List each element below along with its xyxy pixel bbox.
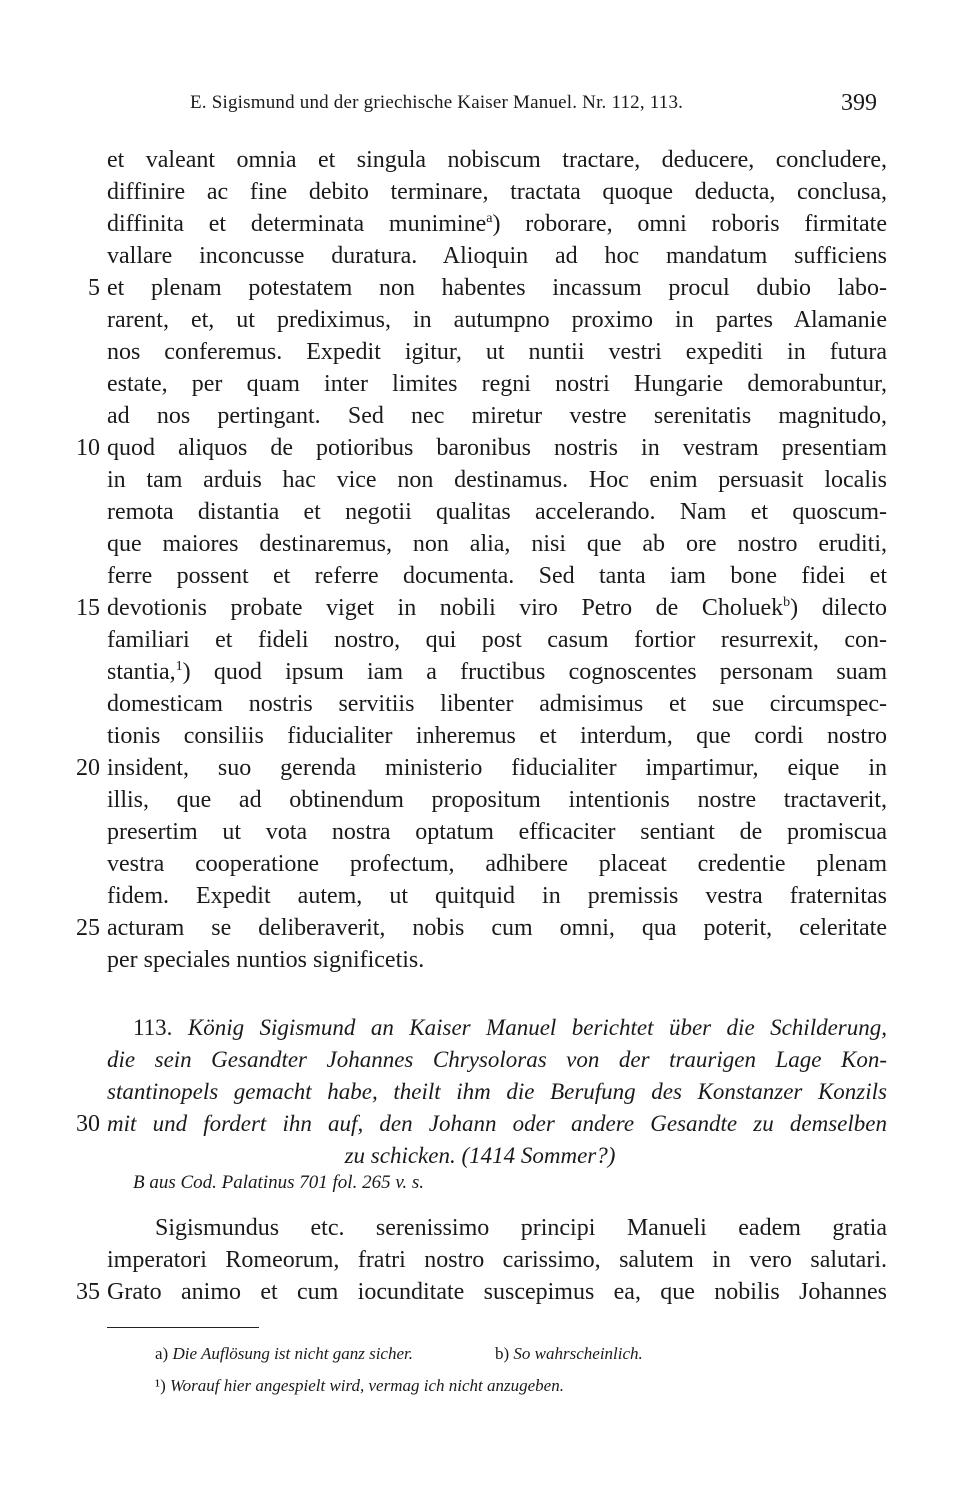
heading-text: König Sigismund an Kaiser Manuel berichtet über die Schilderung, xyxy=(187,1015,888,1040)
text-line: vestra cooperatione profectum, adhibere placeat credentie plenam xyxy=(107,851,887,877)
footnote-divider xyxy=(107,1327,259,1328)
text-line xyxy=(107,208,887,240)
text-line: fidem. Expedit autem, ut quitquid in premissis vestra fraternitas xyxy=(107,883,887,909)
footnote-ref: 1 xyxy=(175,659,183,674)
text-line: familiari et fideli nostro, qui post casum fortior resurrexit, con- xyxy=(107,627,887,653)
footnote-ref: a xyxy=(486,211,493,226)
text-line: rarent, et, ut prediximus, in autumpno proximo in partes Alamanie xyxy=(107,307,887,333)
footnote-mark: ¹) xyxy=(155,1376,166,1395)
footnote-mark: b) xyxy=(495,1344,510,1363)
line-number: 15 xyxy=(76,595,100,621)
footnote-1 xyxy=(155,1374,564,1398)
text-fragment: ) roborare, omni roboris firmitate xyxy=(492,211,887,237)
footnote-text: Worauf hier angespielt wird, vermag ich nicht anzugeben. xyxy=(170,1376,564,1395)
text-fragment: diffinita et determinata munimine xyxy=(107,211,487,237)
text-line: imperatori Romeorum, fratri nostro carissimo, salutem in vero salutari. xyxy=(107,1247,887,1273)
text-line: nos conferemus. Expedit igitur, ut nuntii vestri expediti in futura xyxy=(107,339,887,365)
page-number: 399 xyxy=(841,90,877,116)
text-line: presertim ut vota nostra optatum efficaciter sentiant de promiscua xyxy=(107,819,887,845)
text-line: acturam se deliberaverit, nobis cum omni, qua poterit, celeritate xyxy=(107,915,887,941)
line-number: 20 xyxy=(76,755,100,781)
document-heading-line: die sein Gesandter Johannes Chrysoloras von der traurigen Lage Kon- xyxy=(107,1047,887,1072)
running-header xyxy=(0,92,960,124)
footnote-ref: b xyxy=(783,595,791,610)
document-number: 113. xyxy=(133,1015,173,1040)
text-line: et plenam potestatem non habentes incassum procul dubio labo- xyxy=(107,275,887,301)
text-line xyxy=(107,592,887,624)
line-number: 10 xyxy=(76,435,100,461)
text-line: in tam arduis hac vice non destinamus. Hoc enim persuasit localis xyxy=(107,467,887,493)
text-line: domesticam nostris servitiis libenter admisimus et sue circumspec- xyxy=(107,691,887,717)
footnote-text: Die Auflösung ist nicht ganz sicher. xyxy=(172,1344,413,1363)
document-heading-line xyxy=(133,1012,887,1044)
text-line: diffinire ac fine debito terminare, tractata quoque deducta, conclusa, xyxy=(107,179,887,205)
text-fragment: stantia, xyxy=(107,659,176,685)
running-title: E. Sigismund und der griechische Kaiser Manuel. Nr. 112, 113. xyxy=(190,92,684,113)
text-line: estate, per quam inter limites regni nostri Hungarie demorabuntur, xyxy=(107,371,887,397)
line-number: 5 xyxy=(88,275,100,301)
text-line xyxy=(107,656,887,688)
text-line: per speciales nuntios significetis. xyxy=(107,947,425,973)
document-heading-line: zu schicken. (1414 Sommer?) xyxy=(344,1143,616,1168)
text-line: remota distantia et negotii qualitas accelerando. Nam et quoscum- xyxy=(107,499,887,525)
text-line: ad nos pertingant. Sed nec miretur vestre serenitatis magnitudo, xyxy=(107,403,887,429)
text-line: et valeant omnia et singula nobiscum tractare, deducere, concludere, xyxy=(107,147,887,173)
text-line: vallare inconcusse duratura. Alioquin ad hoc mandatum sufficiens xyxy=(107,243,887,269)
text-fragment: ) quod ipsum iam a fructibus cognoscentes personam suam xyxy=(182,659,887,685)
text-line: Grato animo et cum iocunditate suscepimus ea, que nobilis Johannes xyxy=(107,1279,887,1305)
footnote-a xyxy=(155,1342,413,1366)
text-line: ferre possent et referre documenta. Sed tanta iam bone fidei et xyxy=(107,563,887,589)
document-heading-line: mit und fordert ihn auf, den Johann oder andere Gesandte zu demselben xyxy=(107,1111,887,1136)
line-number: 25 xyxy=(76,915,100,941)
text-line: Sigismundus etc. serenissimo principi Manueli eadem gratia xyxy=(155,1215,887,1241)
text-line: tionis consiliis fiducialiter inheremus et interdum, que cordi nostro xyxy=(107,723,887,749)
text-line: illis, que ad obtinendum propositum intentionis nostre tractaverit, xyxy=(107,787,887,813)
source-note: B aus Cod. Palatinus 701 fol. 265 v. s. xyxy=(133,1172,424,1193)
line-number: 35 xyxy=(76,1279,100,1305)
line-number: 30 xyxy=(76,1111,100,1137)
footnote-text: So wahrscheinlich. xyxy=(513,1344,643,1363)
text-fragment: devotionis probate viget in nobili viro Petro de Choluek xyxy=(107,595,784,621)
text-line: que maiores destinaremus, non alia, nisi que ab ore nostro eruditi, xyxy=(107,531,887,557)
footnote-b xyxy=(495,1342,643,1366)
footnote-mark: a) xyxy=(155,1344,169,1363)
text-line: quod aliquos de potioribus baronibus nostris in vestram presentiam xyxy=(107,435,887,461)
document-heading-line: stantinopels gemacht habe, theilt ihm die Berufung des Konstanzer Konzils xyxy=(107,1079,887,1104)
text-fragment: ) dilecto xyxy=(790,595,887,621)
text-line: insident, suo gerenda ministerio fiducialiter impartimur, eique in xyxy=(107,755,887,781)
